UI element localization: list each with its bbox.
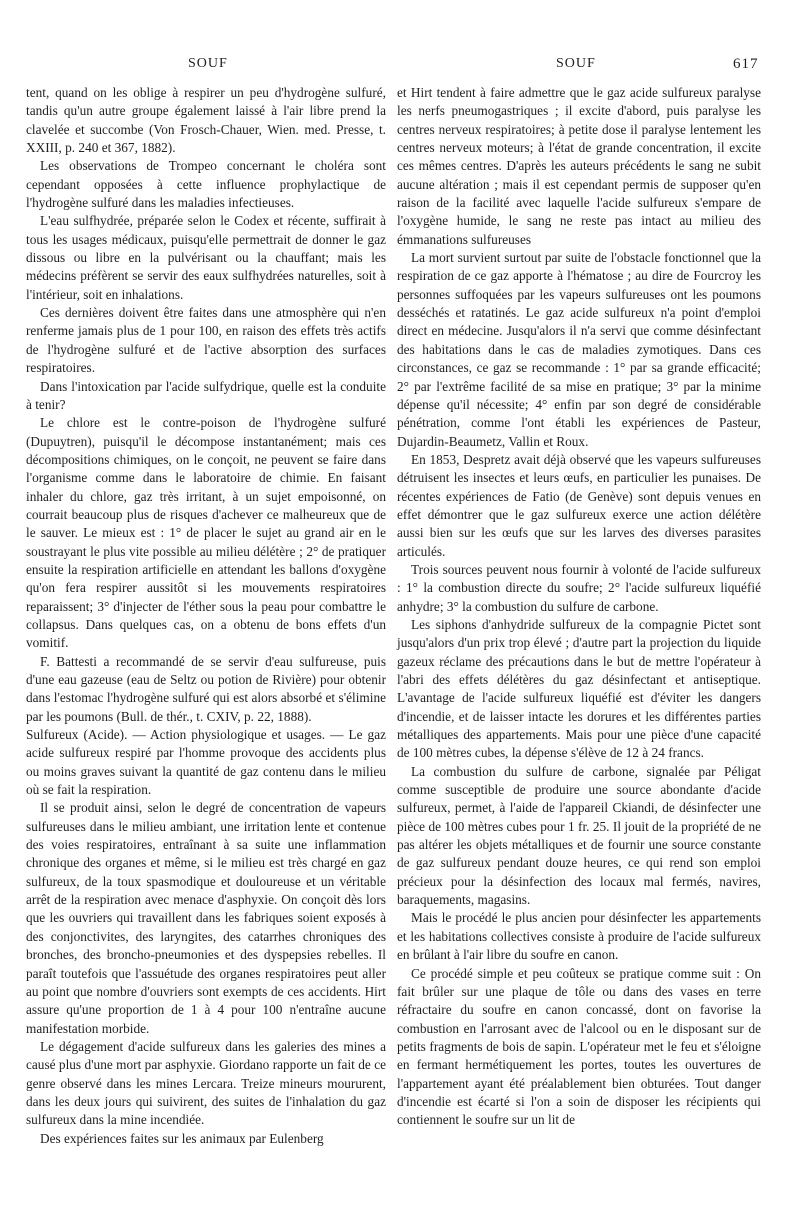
- left-page-title: SOUF: [188, 56, 228, 71]
- paragraph: Dans l'intoxication par l'acide sulfydrique, quelle est la conduite à tenir?: [26, 378, 386, 412]
- entry-heading-paragraph: Sulfureux (Acide). — Action physiologique et usages. — Le gaz acide sulfureux respiré par l'homme provoque des accidents plus ou moins graves suivant la quantité de gaz contenu dans le milieu où se fait la respiration.: [26, 727, 386, 798]
- paragraph: L'eau sulfhydrée, préparée selon le Codex et récente, suffirait à tous les usages médicaux, puisqu'elle permettrait de donner le gaz dissous ou libre en la pulvérisant ou la chauffant; mais les médecins préfèrent se servir des eaux sulfhydrées naturelles, soit à l'intérieur, soit en inhalations.: [26, 213, 386, 302]
- paragraph: Il se produit ainsi, selon le degré de concentration de vapeurs sulfureuses dans le milieu ambiant, une irritation lente et contenue des voies respiratoires, entraînant à sa suite une inflammation chronique des organes et même, si le milieu est très chargé en gaz sulfureux, de la toux spasmodique et douloureuse et un véritable arrêt de la respiration avec menace d'asphyxie. On conçoit dès lors que les ouvriers qui travaillent dans les fabriques soient exposés à des conjonctivites, des laryngites, des catarrhes chroniques des bronches, des broncho-pneumonies et des dyspepsies rebelles. Il paraît toutefois que l'assuétude des organes respiratoires peut aller au point que nombre d'ouvriers sont exempts de ces accidents. Hirt assure qu'une proportion de 1 à 4 pour 100 n'entraîne aucune manifestation morbide.: [26, 800, 386, 1036]
- left-column: [26, 84, 386, 1148]
- right-page-title: SOUF: [556, 56, 596, 71]
- paragraph: Ce procédé simple et peu coûteux se pratique comme suit : On fait brûler sur une plaque de tôle ou dans des vases en terre réfractaire du soufre en canon concassé, dont on favorise la combustion en l'arrosant avec de l'alcool ou en le disposant sur de petits fragments de bois de sapin. L'opérateur met le feu et s'éloigne en fermant hermétiquement les portes, toutes les ouvertures de l'appartement ayant été préalablement bien obturées. Tout danger d'incendie est écarté si l'on a soin de disposer les récipients qui contiennent le soufre sur un lit de: [397, 965, 761, 1128]
- paragraph: En 1853, Despretz avait déjà observé que les vapeurs sulfureuses détruisent les insectes et leurs œufs, en particulier les punaises. De récentes expériences de Fatio (de Genève) sont depuis venues en effet démontrer que le gaz sulfureux exerce une action délétère aussi bien sur les œufs que sur les larves des diverses parasites articulés.: [397, 451, 761, 559]
- page-number: 617: [733, 56, 759, 72]
- paragraph: Mais le procédé le plus ancien pour désinfecter les appartements et les habitations collectives consiste à produire de l'acide sulfureux en brûlant à l'air libre du soufre en canon.: [397, 910, 761, 963]
- running-head: [0, 56, 800, 82]
- paragraph: La mort survient surtout par suite de l'obstacle fonctionnel que la respiration de ce gaz apporte à l'hématose ; au dire de Fourcroy les personnes suffoquées par les vapeurs sulfureuses ont les poumons desséchés et ratatinés. Le gaz acide sulfureux n'a point d'emploi direct en médecine. Jusqu'alors il n'a servi que comme désinfectant des habitations dans le cas de maladies zymotiques. Dans ces circonstances, ce gaz se recommande : 1° par sa grande efficacité; 2° par l'extrême facilité de sa mise en pratique; 3° par la minime dépense qu'il nécessite; 4° enfin par son degré de considérable pénétration, comme l'ont établi les expériences de Pasteur, Dujardin-Beaumetz, Vallin et Roux.: [397, 250, 761, 449]
- right-column: [397, 84, 761, 1130]
- paragraph: Des expériences faites sur les animaux par Eulenberg: [40, 1130, 324, 1146]
- paragraph: tent, quand on les oblige à respirer un peu d'hydrogène sulfuré, tandis qu'un autre groupe également laissé à l'air libre prend la clavelée et succombe (Von Frosch-Chauer, Wien. med. Presse, t. XXIII, p. 240 et 367, 1882).: [26, 85, 386, 156]
- paragraph: Les observations de Trompeo concernant le choléra sont cependant opposées à cette influence prophylactique de l'hydrogène sulfuré dans les maladies infectieuses.: [26, 158, 386, 211]
- paragraph: Le chlore est le contre-poison de l'hydrogène sulfuré (Dupuytren), puisqu'il le décompose instantanément; mais ces décompositions chimiques, on le conçoit, ne peuvent se faire dans l'organisme comme dans le laboratoire de chimie. En faisant inhaler du chlore, gaz très irritant, à un sujet empoisonné, on courrait beaucoup plus de risques d'achever ce malheureux que de le sauver. Le mieux est : 1° de placer le sujet au grand air en le soustrayant le plus vite possible au milieu délétère ; 2° de pratiquer ensuite la respiration artificielle en attendant les ballons d'oxygène qu'on fera respirer aussitôt si les mouvements respiratoires reparaissent; 3° d'injecter de l'éther sous la peau pour combattre le collapsus. Dans quelques cas, on a obtenu de bons effets d'un vomitif.: [26, 415, 386, 651]
- paragraph: Les siphons d'anhydride sulfureux de la compagnie Pictet sont jusqu'alors d'un prix trop élevé ; d'autre part la projection du liquide gazeux réclame des précautions dans le but de mettre l'opérateur à l'abri des effets délétères du gaz désinfectant et antiseptique. L'avantage de l'acide sulfureux liquéfié est d'éviter les dangers d'incendie, et de laisser intacte les dorures et les différentes parties métalliques des appartements. Mais pour une pièce d'une capacité de 100 mètres cubes, la dépense s'élève de 12 à 24 francs.: [397, 616, 761, 761]
- paragraph: La combustion du sulfure de carbone, signalée par Péligat comme susceptible de produire une source abondante d'acide sulfureux, permet, à l'aide de l'appareil Ckiandi, de désinfecter une pièce de 100 mètres cubes pour 1 fr. 25. Il jouit de la propriété de ne pas altérer les objets métalliques et de fournir une source constante de gaz sulfureux pendant douze heures, ce qui rend son emploi précieux pour la désinfection des locaux mal fermés, navires, baraquements, magasins.: [397, 763, 761, 908]
- paragraph: et Hirt tendent à faire admettre que le gaz acide sulfureux paralyse les nerfs pneumogastriques ; il excite d'abord, puis paralyse les centres nerveux respiratoires; à petite dose il paralyse lentement les centres nerveux moteurs; à l'état de grande concentration, il excite ces mêmes centres. D'après les auteurs précédents le sang ne subit aucune altération ; mais il est cependant permis de supposer qu'en raison de la facilité avec laquelle l'acide sulfureux s'empare de l'oxygène humide, le sang ne reste pas intact au milieu des émmanations sulfureuses: [397, 85, 761, 247]
- paragraph: Ces dernières doivent être faites dans une atmosphère qui n'en renferme jamais plus de 1 pour 100, en raison des effets très actifs de l'hydrogène sulfuré et de l'active absorption des surfaces respiratoires.: [26, 305, 386, 376]
- paragraph: Trois sources peuvent nous fournir à volonté de l'acide sulfureux : 1° la combustion directe du soufre; 2° l'acide sulfureux liquéfié anhydre; 3° la combustion du sulfure de carbone.: [397, 561, 761, 614]
- paragraph: Le dégagement d'acide sulfureux dans les galeries des mines a causé plus d'une mort par asphyxie. Giordano rapporte un fait de ce genre observé dans les mines Lercara. Treize mineurs moururent, dans les deux jours qui suivirent, des suites de l'inhalation du gaz sulfureux dans la mine incendiée.: [26, 1038, 386, 1128]
- paragraph: F. Battesti a recommandé de se servir d'eau sulfureuse, puis d'une eau gazeuse (eau de Seltz ou potion de Rivière) pour obtenir dans l'estomac l'hydrogène sulfuré qui est alors absorbé et s'élimine par les poumons (Bull. de thér., t. CXIV, p. 22, 1888).: [26, 653, 386, 724]
